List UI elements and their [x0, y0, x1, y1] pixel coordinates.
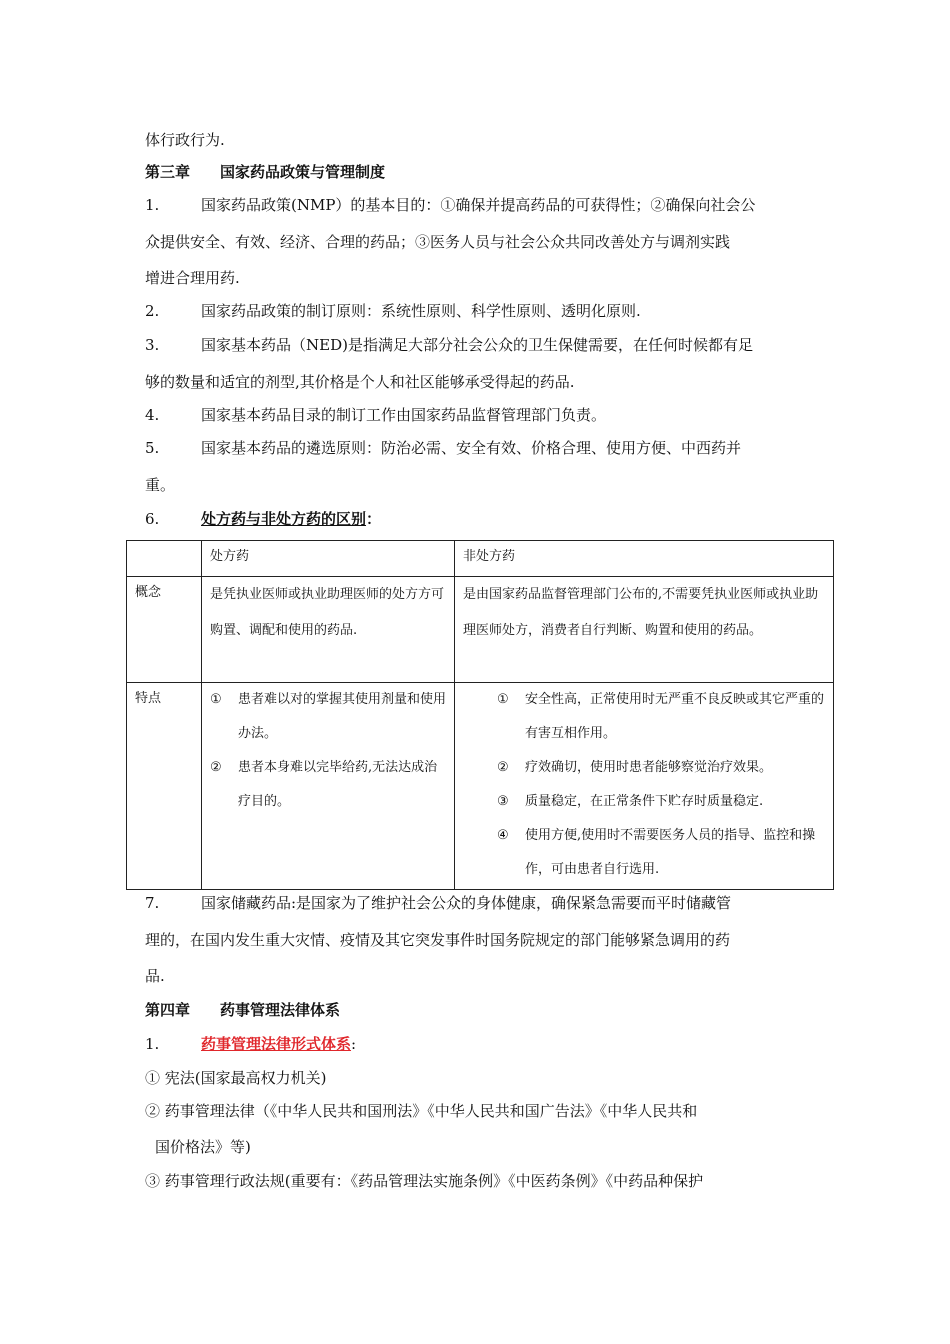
item-number: 2.	[145, 302, 160, 320]
section-heading-red: 药事管理法律形式体系	[201, 1035, 352, 1053]
paragraph-line	[145, 893, 815, 913]
item-number: 5.	[145, 439, 160, 457]
paragraph-line	[145, 509, 815, 529]
item-text: 使用方便,使用时不需要医务人员的指导、监控和操作，可由患者自行选用.	[525, 828, 816, 877]
item-text: 安全性高，正常使用时无严重不良反映或其它严重的有害互相作用。	[525, 692, 825, 741]
cell-text: 是凭执业医师或执业助理医师的处方方可购置、调配和使用的药品.	[210, 587, 445, 638]
item-number: 4.	[145, 406, 160, 424]
item-number: 1.	[145, 1035, 160, 1053]
list-item	[210, 751, 446, 819]
item-text: 患者本身难以完毕给药,无法达成治疗目的。	[238, 760, 438, 809]
section-heading: 处方药与非处方药的区别	[201, 510, 367, 528]
list-item	[497, 751, 825, 785]
item-text: 国家基本药品目录的制订工作由国家药品监督管理部门负责。	[201, 406, 607, 424]
paragraph-line	[145, 335, 815, 355]
item-text: 质量稳定，在正常条件下贮存时质量稳定.	[525, 794, 764, 809]
list-line: ② 药事管理法律（《中华人民共和国刑法》《中华人民共和国广告法》《中华人民共和	[145, 1102, 698, 1120]
item-number: 1.	[145, 196, 160, 214]
paragraph-line	[145, 438, 815, 458]
chapter-3-heading	[145, 162, 815, 182]
list-line: ① 宪法(国家最高权力机关)	[145, 1069, 327, 1087]
item-marker: ④	[497, 828, 509, 843]
list-item	[210, 683, 446, 751]
table-row	[127, 577, 834, 683]
paragraph-line: 品.	[145, 967, 165, 985]
chapter-number: 第四章	[145, 1001, 191, 1019]
item-marker: ②	[210, 760, 222, 775]
comparison-table	[126, 540, 834, 890]
paragraph-line: 体行政行为.	[145, 131, 225, 149]
table-cell	[202, 577, 455, 683]
item-marker: ②	[497, 760, 509, 775]
cell-text: 是由国家药品监督管理部门公布的,不需要凭执业医师或执业助理医师处方，消费者自行判断、购置和使用的药品。	[463, 587, 819, 638]
paragraph-line	[145, 301, 815, 321]
item-marker: ①	[210, 692, 222, 707]
item-text: 患者难以对的掌握其使用剂量和使用办法。	[238, 692, 447, 741]
paragraph-line: 理的，在国内发生重大灾情、疫情及其它突发事件时国务院规定的部门能够紧急调用的药	[145, 931, 731, 949]
item-number: 6.	[145, 510, 160, 528]
list-item	[497, 785, 825, 819]
table-header-cell	[127, 541, 202, 577]
table-header-cell: 处方药	[202, 541, 455, 577]
paragraph-line	[145, 195, 815, 215]
row-label: 概念	[127, 577, 202, 683]
chapter-title: 药事管理法律体系	[220, 1001, 341, 1019]
heading-colon: ：	[366, 510, 382, 528]
list-line: 国价格法》等)	[155, 1138, 251, 1156]
list-line: ③ 药事管理行政法规(重要有：《药品管理法实施条例》《中医药条例》《中药品种保护	[145, 1172, 704, 1190]
item-text: 疗效确切，使用时患者能够察觉治疗效果。	[525, 760, 773, 775]
chapter-4-heading	[145, 1000, 815, 1020]
chapter-title: 国家药品政策与管理制度	[220, 163, 386, 181]
item-text: 国家药品政策的制订原则：系统性原则、科学性原则、透明化原则.	[201, 302, 641, 320]
list-item	[497, 819, 825, 887]
item-number: 7.	[145, 894, 160, 912]
list-item	[497, 683, 825, 751]
table-cell	[455, 683, 834, 890]
item-text: 国家药品政策(NMP）的基本目的：①确保并提高药品的可获得性；②确保向社会公	[201, 196, 756, 214]
table-header-cell: 非处方药	[455, 541, 834, 577]
paragraph-line: 众提供安全、有效、经济、合理的药品；③医务人员与社会公众共同改善处方与调剂实践	[145, 233, 731, 251]
item-marker: ③	[497, 794, 509, 809]
paragraph-line: 重。	[145, 476, 176, 494]
item-text: 国家基本药品的遴选原则：防治必需、安全有效、价格合理、使用方便、中西药并	[201, 439, 742, 457]
table-header-row	[127, 541, 834, 577]
paragraph-line: 够的数量和适宜的剂型,其价格是个人和社区能够承受得起的药品.	[145, 373, 575, 391]
item-marker: ①	[497, 692, 509, 707]
paragraph-line: 增进合理用药.	[145, 269, 240, 287]
table-cell	[202, 683, 455, 890]
item-number: 3.	[145, 336, 160, 354]
paragraph-line	[145, 405, 815, 425]
paragraph-line	[145, 1034, 815, 1054]
chapter-number: 第三章	[145, 163, 191, 181]
row-label: 特点	[127, 683, 202, 890]
item-text: 国家储藏药品:是国家为了维护社会公众的身体健康，确保紧急需要而平时储藏管	[201, 894, 732, 912]
table-row	[127, 683, 834, 890]
item-text: 国家基本药品（NED)是指满足大部分社会公众的卫生保健需要，在任何时候都有足	[201, 336, 753, 354]
heading-colon: :	[351, 1035, 357, 1053]
table-cell	[455, 577, 834, 683]
